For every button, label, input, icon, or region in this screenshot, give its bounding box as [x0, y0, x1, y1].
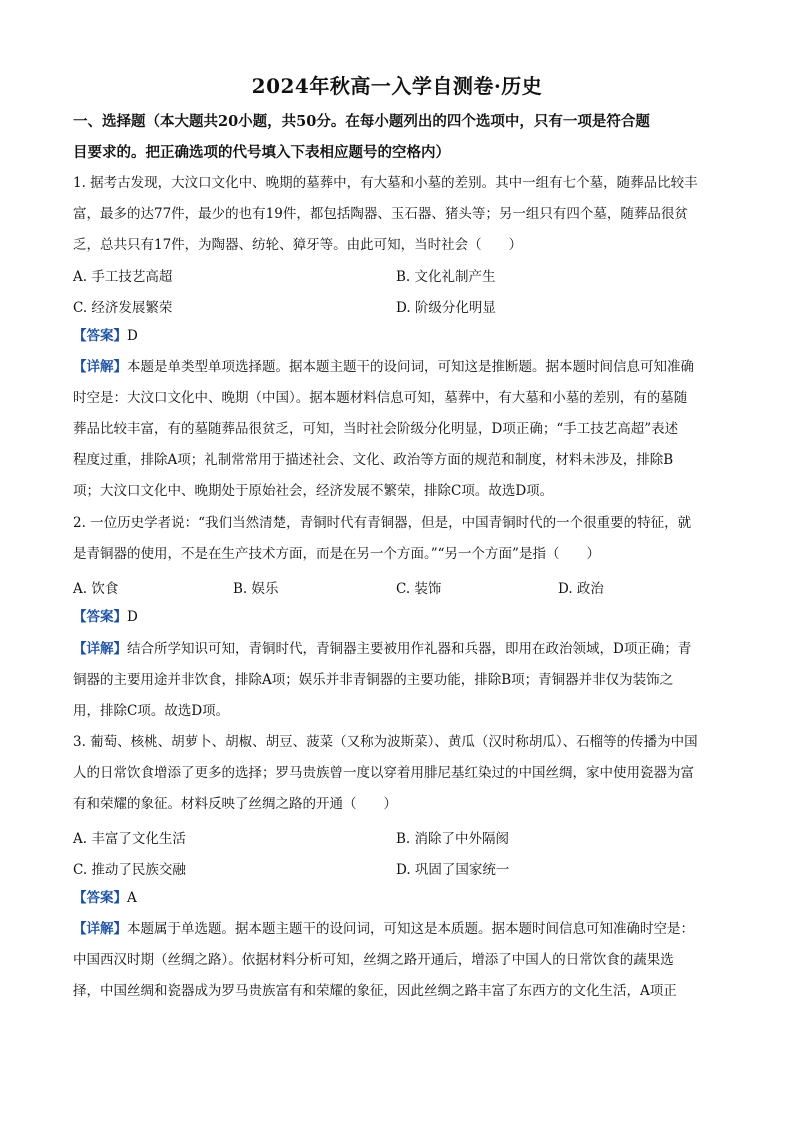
question-3-detail: [73, 914, 723, 1007]
option-a: A. 手工技艺高超: [73, 269, 173, 285]
question-3-stem: [73, 727, 723, 820]
detail-line: 程度过重，排除A项；礼制常常用于描述社会、文化、政治等方面的规范和制度，材料未涉及，排除B: [73, 452, 674, 468]
answer-tag: 【答案】: [73, 609, 127, 625]
question-line: 2. 一位历史学者说：“我们当然清楚，青铜时代有青铜器，但是，中国青铜时代的一个很重要的特征，就: [73, 515, 692, 531]
question-2-answer: [73, 602, 723, 633]
option-b: B. 文化礼制产生: [396, 269, 496, 285]
option-b: B. 娱乐: [233, 581, 279, 597]
page-title: 2024年秋高一入学自测卷·历史: [251, 74, 543, 98]
option-d: D. 巩固了国家统一: [396, 862, 510, 878]
detail-line: 葬品比较丰富，有的墓随葬品很贫乏，可知，当时社会阶级分化明显，D项正确；“手工技艺高超”表述: [73, 421, 679, 437]
detail-line: 【详解】结合所学知识可知，青铜时代，青铜器主要被用作礼器和兵器，即用在政治领域，D项正确；青: [73, 641, 692, 657]
option-b: B. 消除了中外隔阂: [396, 831, 510, 847]
question-line: 1. 据考古发现，大汶口文化中、晚期的墓葬中，有大墓和小墓的差别。其中一组有七个墓，随葬品比较丰: [73, 175, 698, 191]
option-a: A. 饮食: [73, 581, 119, 597]
option-a: A. 丰富了文化生活: [73, 831, 186, 847]
answer-tag: 【答案】: [73, 890, 127, 906]
detail-line: 项；大汶口文化中、晚期处于原始社会，经济发展不繁荣，排除C项。故选D项。: [73, 483, 554, 499]
detail-line: 铜器的主要用途并非饮食，排除A项；娱乐并非青铜器的主要功能，排除B项；青铜器并非仅为装饰之: [73, 672, 674, 688]
detail-line: 择，中国丝绸和瓷器成为罗马贵族富有和荣耀的象征，因此丝绸之路丰富了东西方的文化生活，A项正: [73, 983, 677, 999]
detail-line: 时空是：大汶口文化中、晚期（中国）。据本题材料信息可知，墓葬中，有大墓和小墓的差别，有的墓随: [73, 390, 688, 406]
section-heading-line: 一、选择题（本大题共20小题，共50分。在每小题列出的四个选项中，只有一项是符合题: [73, 113, 650, 130]
answer-value: D: [127, 328, 138, 344]
detail-line: 用，排除C项。故选D项。: [73, 703, 230, 719]
section-heading: [73, 106, 723, 168]
option-c: C. 装饰: [396, 581, 442, 597]
answer-tag: 【答案】: [73, 328, 127, 344]
answer-value: A: [127, 890, 137, 906]
question-3-answer: [73, 883, 723, 914]
question-1-answer: [73, 321, 723, 352]
detail-tag: 【详解】: [73, 359, 127, 375]
section-heading-line: 目要求的。把正确选项的代号填入下表相应题号的空格内）: [73, 144, 450, 161]
detail-tag: 【详解】: [73, 641, 127, 657]
question-2-detail: [73, 634, 723, 727]
question-2-stem: [73, 508, 723, 570]
option-d: D. 政治: [558, 581, 604, 597]
question-line: 富，最多的达77件，最少的也有19件，都包括陶器、玉石器、猪头等；另一组只有四个墓，随葬品很贫: [73, 206, 688, 222]
option-d: D. 阶级分化明显: [396, 300, 496, 316]
question-1-detail: [73, 352, 723, 507]
answer-value: D: [127, 609, 138, 625]
question-line: 人的日常饮食增添了更多的选择；罗马贵族曾一度以穿着用腓尼基红染过的中国丝绸，家中使用瓷器为富: [73, 765, 694, 781]
option-c: C. 经济发展繁荣: [73, 300, 173, 316]
question-line: 3. 葡萄、核桃、胡萝卜、胡椒、胡豆、菠菜（又称为波斯菜）、黄瓜（汉时称胡瓜）、石榴等的传播为中国: [73, 734, 698, 750]
question-line: 有和荣耀的象征。材料反映了丝绸之路的开通（ ）: [73, 796, 397, 812]
option-c: C. 推动了民族交融: [73, 862, 186, 878]
question-line: 乏，总共只有17件，为陶器、纺轮、獐牙等。由此可知，当时社会（ ）: [73, 237, 523, 253]
question-line: 是青铜器的使用，不是在生产技术方面，而是在另一个方面。”“另一个方面”是指（ ）: [73, 546, 600, 562]
question-1-stem: [73, 168, 723, 261]
detail-line: 中国西汉时期（丝绸之路）。依据材料分析可知，丝绸之路开通后，增添了中国人的日常饮食的蔬果选: [73, 952, 674, 968]
detail-line: 【详解】本题是单类型单项选择题。据本题主题干的设问词，可知这是推断题。据本题时间信息可知准确: [73, 359, 694, 375]
detail-tag: 【详解】: [73, 921, 127, 937]
detail-line: 【详解】本题属于单选题。据本题主题干的设问词，可知这是本质题。据本题时间信息可知准确时空是：: [73, 921, 694, 937]
